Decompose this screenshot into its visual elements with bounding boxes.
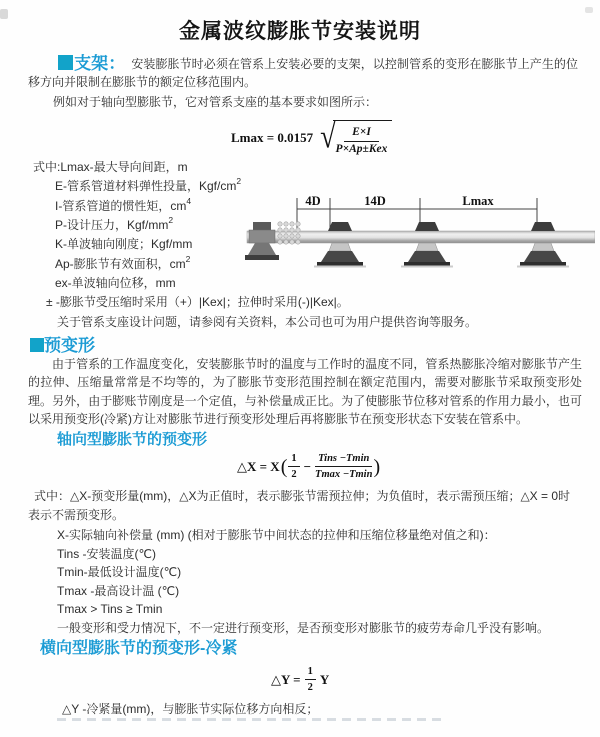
definition-text: K-单波轴向刚度；Kgf/mm bbox=[55, 237, 193, 252]
section-square-icon bbox=[58, 55, 73, 70]
example-line: 例如对于轴向型膨胀节，它对管系支座的基本要求如图所示： bbox=[53, 95, 378, 109]
definition-text: ± -膨胀节受压缩时采用（+）|Kex|；拉伸时采用(-)|Kex|。 bbox=[46, 295, 349, 310]
definition-sup: 2 bbox=[236, 176, 242, 187]
dim-label-14d: 14D bbox=[364, 194, 386, 208]
lateral-note: △Y -冷紧量(mm)，与膨胀节实际位移方向相反； bbox=[62, 702, 319, 716]
formula-lhs: △X = X bbox=[237, 458, 280, 474]
predeform-paragraph: 由于管系的工作温度变化，安装膨胀节时的温度与工作时的温度不同，管系热膨胀冷缩对膨胀节产生的拉伸、压缩量常常是不均等的，为了膨胀节变形范围控制在额定范围内，需要对膨胀节采取预变形处理。另外，由于膨账节刚度是一个定值，与补偿量成正比。为了使膨胀节位移对管系的作用力最小，也可以采用预变形(冷紧)方让对膨胀节进行预变形处理后再将膨胀节在预变形状态下安装在管系中。 bbox=[28, 357, 582, 427]
fraction bbox=[336, 126, 388, 157]
guide-support-icon bbox=[517, 222, 569, 268]
open-paren: ( bbox=[280, 455, 288, 478]
minus-operator: − bbox=[303, 458, 312, 474]
radical-body bbox=[333, 120, 393, 157]
dim-label-lmax: Lmax bbox=[462, 194, 494, 208]
formula-lhs: Lmax = 0.0157 bbox=[231, 130, 314, 146]
support-paragraph bbox=[28, 55, 578, 91]
definition-text: P-设计压力，Kgf/mm bbox=[55, 218, 169, 233]
definition-row bbox=[33, 293, 477, 312]
definition-text: I-管系管道的惯性矩，cm bbox=[55, 198, 187, 213]
guide-support-icon bbox=[401, 222, 453, 268]
fraction-numerator: 1 bbox=[288, 452, 299, 467]
definition-text: Ap-膨胀节有效面积，cm bbox=[55, 256, 186, 271]
fraction-numerator: 1 bbox=[305, 665, 316, 680]
support-spacing-diagram bbox=[245, 193, 595, 288]
axial-item: Tmax > Tins ≥ Tmin bbox=[57, 602, 163, 617]
lateral-heading: 横向型膨胀节的预变形-冷紧 bbox=[40, 640, 238, 657]
predeform-heading-row bbox=[30, 331, 95, 356]
axial-explain: 式中：△X-预变形量(mm)，△X为正值时，表示膨张节需预拉伸；为负值时，表示需预压缩；△X = 0时表示不需预变形。 bbox=[28, 489, 571, 522]
fraction-numerator: E×I bbox=[344, 126, 379, 142]
dim-label-4d: 4D bbox=[305, 194, 321, 208]
fraction-denominator: Tmax −Tmin bbox=[315, 469, 373, 481]
clipped-text-line bbox=[57, 718, 441, 721]
definition-sup: 4 bbox=[186, 195, 192, 206]
fraction-denominator: 2 bbox=[307, 682, 313, 694]
page-title: 金属波纹膨胀节安装说明 bbox=[179, 20, 421, 43]
fraction-denominator: 2 bbox=[291, 469, 297, 481]
formula-rhs: Y bbox=[319, 671, 330, 687]
fraction-denominator: P×Ap±Kex bbox=[335, 142, 388, 155]
axial-item: Tins -安装温度(℃) bbox=[57, 546, 157, 561]
axial-item: 一般变形和受力情况下，不一定进行预变形，是否预变形对膨胀节的疲劳寿命几乎没有影响。 bbox=[57, 620, 550, 635]
definition-sup: 2 bbox=[185, 253, 191, 264]
fraction bbox=[315, 452, 372, 481]
axial-item: Tmax -最高设计温 (℃) bbox=[57, 583, 180, 598]
anchor-support-icon bbox=[245, 222, 279, 260]
scan-artifact bbox=[585, 7, 593, 13]
section-square-icon bbox=[30, 338, 44, 352]
fraction bbox=[305, 665, 316, 694]
formula-lhs: △Y = bbox=[271, 671, 301, 687]
axial-formula bbox=[237, 452, 381, 481]
lmax-formula bbox=[231, 120, 392, 157]
definition-text: 关于管系支座设计问题，请参阅有关资料，本公司也可为用户提供咨询等服务。 bbox=[57, 314, 478, 329]
fraction bbox=[288, 452, 299, 481]
fraction-numerator: Tins −Tmin bbox=[315, 452, 372, 467]
lateral-formula bbox=[271, 665, 329, 694]
radical-sign: √ bbox=[320, 119, 336, 157]
axial-items bbox=[57, 526, 549, 638]
axial-item: Tmin-最低设计温度(℃) bbox=[57, 565, 182, 580]
definition-text: ex-单波轴向位移，mm bbox=[55, 276, 176, 291]
definition-row bbox=[33, 158, 477, 177]
support-body-text: 安装膨胀节时必须在管系上安装必要的支架，以控制管系的变形在膨胀节上产生的位移方向并限制在膨胀节的额定位移范围内。 bbox=[28, 57, 579, 89]
close-paren: ) bbox=[373, 455, 381, 478]
definition-sup: 2 bbox=[168, 215, 174, 226]
guide-support-icon bbox=[314, 222, 366, 268]
support-section-heading: 支架： bbox=[74, 54, 126, 73]
definition-text: E-管系管道材料弹性投量，Kgf/cm bbox=[55, 179, 237, 194]
definition-row bbox=[33, 313, 477, 332]
predeform-heading: 预变形 bbox=[44, 336, 95, 355]
axial-item: X-实际轴向补偿量 (mm) (相对于膨胀节中间状态的拉伸和压缩位移量绝对值之和)： bbox=[57, 528, 496, 542]
axial-heading: 轴向型膨胀节的预变形 bbox=[57, 431, 208, 448]
definition-text: 式中:Lmax-最大导向间距，m bbox=[33, 160, 188, 174]
